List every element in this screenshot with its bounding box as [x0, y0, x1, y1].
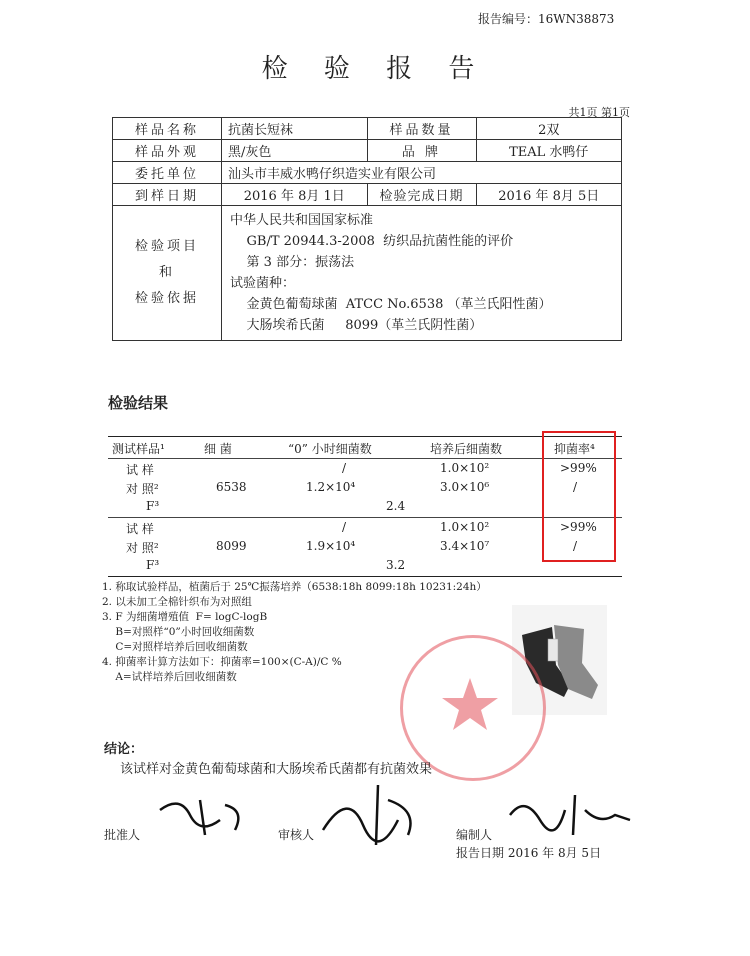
f-label: F³ — [146, 558, 160, 572]
header-rate: 抑菌率⁴ — [554, 442, 595, 456]
basis-line: GB/T 20944.3-2008 纺织品抗菌性能的评价 — [230, 234, 514, 249]
f-label: F³ — [146, 499, 160, 513]
test-after-value: 1.0×10² — [440, 520, 490, 534]
test-after-value: 1.0×10² — [440, 461, 490, 475]
basis-line: 第 3 部分：振荡法 — [230, 255, 355, 270]
finish-date-label: 检验完成日期 — [367, 184, 476, 206]
note-line: B=对照样“0”小时回收细菌数 — [102, 626, 255, 638]
note-line: 2. 以未加工全棉针织布为对照组 — [102, 596, 252, 608]
author-signature — [505, 790, 635, 840]
brand-value: TEAL 水鸭仔 — [476, 140, 622, 162]
control-zero-value: 1.9×10⁴ — [306, 539, 356, 553]
bacteria-value: 6538 — [216, 480, 247, 494]
test-zero-value: / — [342, 461, 347, 475]
note-line: 3. F 为细菌增殖值 F= logC-logB — [102, 611, 268, 623]
test-rate-value: >99% — [560, 461, 597, 475]
page-title: 检 验 报 告 — [261, 54, 489, 84]
appearance-value: 黑/灰色 — [222, 140, 368, 162]
test-sample-label: 试 样 — [126, 463, 154, 477]
client-value: 汕头市丰威水鸭仔织造实业有限公司 — [222, 162, 622, 184]
control-sample-label: 对 照² — [126, 541, 159, 555]
test-zero-value: / — [342, 520, 347, 534]
appearance-label: 样品外观 — [113, 140, 222, 162]
f-value: 3.2 — [386, 558, 406, 572]
basis-line: 金黄色葡萄球菌 ATCC No.6538 （革兰氏阳性菌） — [230, 297, 552, 312]
control-after-value: 3.4×10⁷ — [440, 539, 490, 553]
control-rate-value: / — [573, 480, 578, 494]
test-sample-label: 试 样 — [126, 522, 154, 536]
test-rate-value: >99% — [560, 520, 597, 534]
control-sample-label: 对 照² — [126, 482, 159, 496]
note-line: A=试样培养后回收细菌数 — [102, 671, 237, 683]
approver-signature — [150, 790, 260, 840]
rate-highlight-box — [542, 431, 616, 562]
basis-line: 中华人民共和国国家标准 — [230, 213, 374, 228]
conclusion-title: 结论： — [104, 742, 144, 757]
note-line: 1. 称取试验样品，植菌后于 25℃振荡培养（6538:18h 8099:18h 10231:24h） — [102, 581, 487, 593]
author-label: 编制人 — [456, 828, 493, 842]
header-sample: 测试样品¹ — [112, 442, 165, 456]
basis-line: 试验菌种： — [230, 276, 296, 291]
f-value: 2.4 — [386, 499, 406, 513]
reviewer-label: 审核人 — [278, 828, 315, 842]
bacteria-value: 8099 — [216, 539, 247, 553]
sample-name-value: 抗菌长短袜 — [222, 118, 368, 140]
basis-label-line-2: 和 — [158, 265, 175, 280]
conclusion-text: 该试样对金黄色葡萄球菌和大肠埃希氏菌都有抗菌效果 — [120, 762, 433, 777]
report-date: 报告日期 2016 年 8月 5日 — [456, 846, 602, 860]
basis-label-line-1: 检验项目 — [134, 239, 199, 254]
sample-qty-label: 样品数量 — [367, 118, 476, 140]
reviewer-signature — [318, 780, 428, 850]
header-bacteria: 细 菌 — [204, 442, 232, 456]
brand-label: 品 牌 — [367, 140, 476, 162]
basis-label — [113, 206, 222, 341]
basis-label-line-3: 检验依据 — [134, 291, 199, 306]
rule — [108, 576, 622, 577]
basis-line: 大肠埃希氏菌 8099（革兰氏阴性菌） — [230, 318, 483, 333]
note-line: 4. 抑菌率计算方法如下：抑菌率=100×(C-A)/C % — [102, 656, 342, 668]
header-after: 培养后细菌数 — [430, 442, 503, 456]
sample-qty-value: 2双 — [476, 118, 622, 140]
page-info: 共1页 第1页 — [568, 106, 630, 119]
sample-info-table — [112, 117, 622, 341]
header-zero-hour: “0” 小时细菌数 — [288, 442, 372, 456]
approver-label: 批准人 — [104, 828, 141, 842]
results-title: 检验结果 — [108, 394, 169, 412]
control-rate-value: / — [573, 539, 578, 553]
finish-date-value: 2016 年 8月 5日 — [476, 184, 622, 206]
client-label: 委托单位 — [113, 162, 222, 184]
sample-name-label: 样品名称 — [113, 118, 222, 140]
basis-content — [222, 206, 622, 341]
control-after-value: 3.0×10⁶ — [440, 480, 490, 494]
arrival-date-value: 2016 年 8月 1日 — [222, 184, 368, 206]
arrival-date-label: 到样日期 — [113, 184, 222, 206]
note-line: C=对照样培养后回收细菌数 — [102, 641, 248, 653]
report-number: 报告编号：16WN38873 — [478, 12, 615, 26]
control-zero-value: 1.2×10⁴ — [306, 480, 356, 494]
